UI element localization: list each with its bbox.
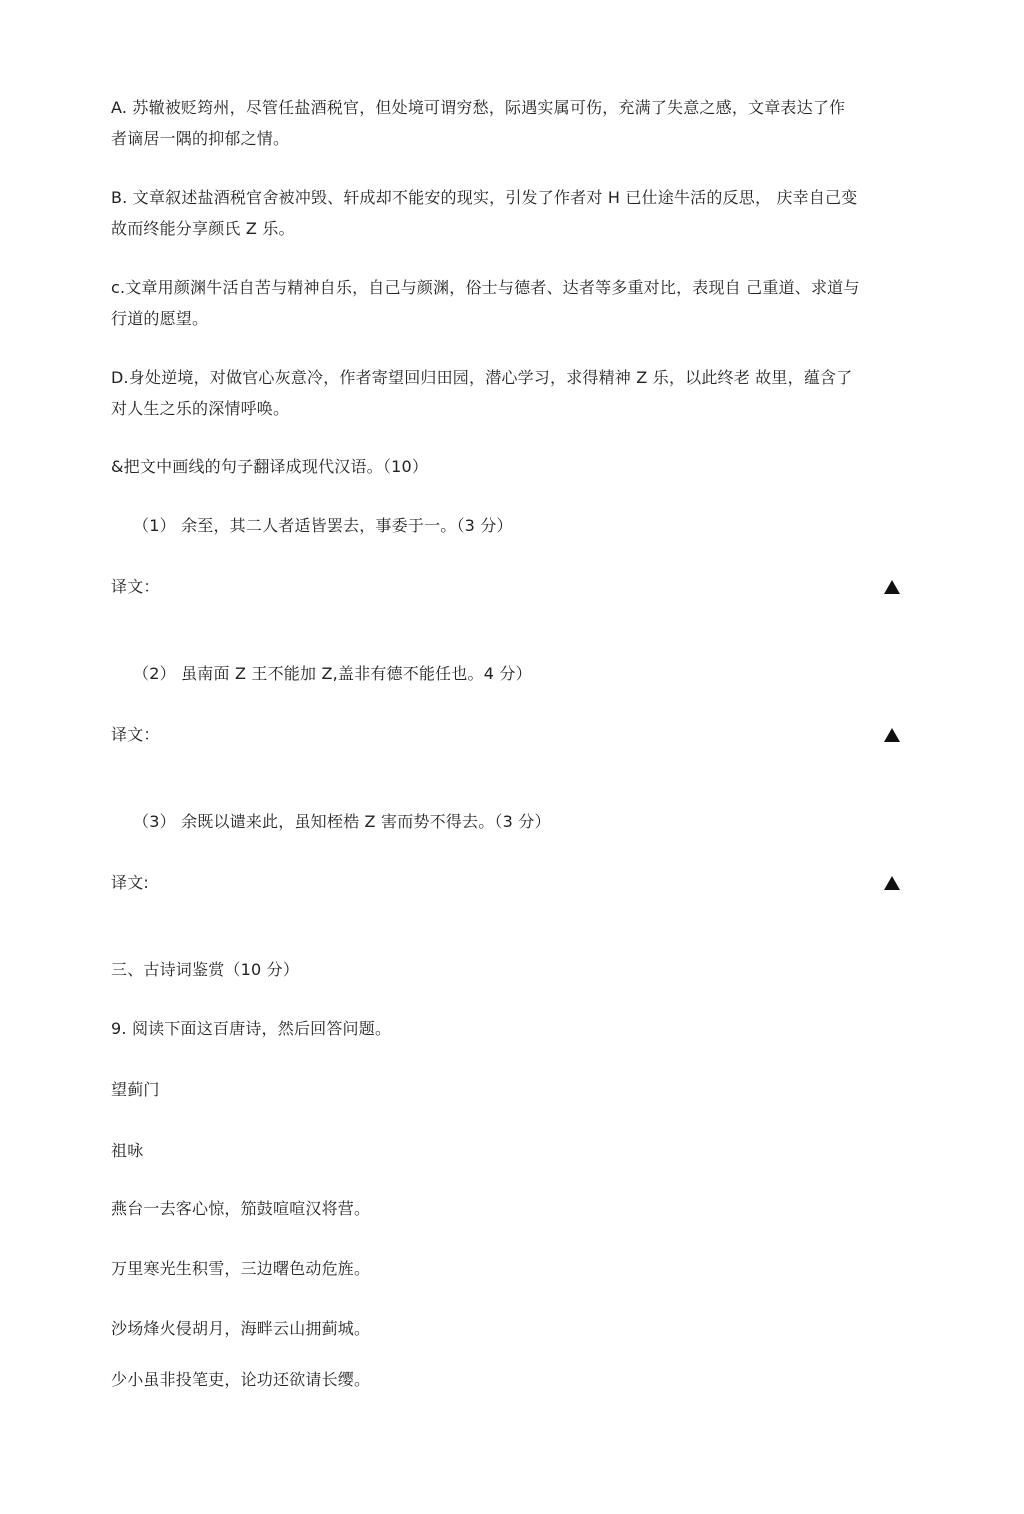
- poem-line-4: 少小虽非投笔吏，论功还欲请长缨。: [111, 1370, 371, 1389]
- poem-line-2: 万里寒光生积雪，三边曙色动危旌。: [111, 1259, 371, 1278]
- question-8-prompt: &把文中画线的句子翻译成现代汉语。（10）: [111, 457, 429, 476]
- poem-author: 祖咏: [111, 1141, 144, 1160]
- poem-line-1: 燕台一去客心惊，笳鼓喧喧汉将营。: [111, 1199, 371, 1218]
- option-c-line-1: c.文章用颜渊牛活自苦与精神自乐，自己与颜渊，俗士与德者、达者等多重对比，表现自 己重道、求道与: [111, 278, 860, 297]
- option-c-line-2: 行道的愿望。: [111, 309, 209, 328]
- poem-line-3: 沙场烽火侵胡月，海畔云山拥蓟城。: [111, 1319, 371, 1338]
- triangle-up-icon: [884, 728, 900, 742]
- option-d-line-2: 对人生之乐的深情呼唤。: [111, 399, 290, 418]
- poem-title: 望蓟门: [111, 1080, 160, 1099]
- option-a-line-2: 者谪居一隅的抑郁之情。: [111, 129, 290, 148]
- triangle-up-icon: [884, 580, 900, 594]
- option-b-line-1: B. 文章叙述盐酒税官舍被冲毁、轩成却不能安的现实，引发了作者对 H 已仕途牛活的反思， 庆幸自己变: [111, 188, 858, 207]
- triangle-up-icon: [884, 876, 900, 890]
- option-b-line-2: 故而终能分享颜氏 Z 乐。: [111, 219, 295, 238]
- option-d-line-1: D.身处逆境，对做官心灰意冷，作者寄望回归田园，潜心学习，求得精神 Z 乐，以此终老 故里，蕴含了: [111, 368, 853, 387]
- answer-label-2: 译文：: [111, 725, 160, 744]
- option-a-line-1: A. 苏辙被贬筠州，尽管任盐酒税官，但处境可谓穷愁，际遇实属可伤，充满了失意之感，文章表达了作: [111, 98, 846, 117]
- question-9-prompt: 9. 阅读下面这百唐诗，然后回答问题。: [111, 1019, 392, 1038]
- translation-item-2: （2） 虽南面 Z 王不能加 Z,盖非有德不能任也。4 分）: [133, 664, 532, 683]
- section-3-heading: 三、古诗词鉴赏（10 分）: [111, 960, 300, 979]
- translation-item-1: （1） 余至，其二人者适皆罢去，事委于一。（3 分）: [133, 516, 513, 535]
- answer-label-3: 译文:: [111, 873, 149, 892]
- translation-item-3: （3） 余既以谴来此，虽知桎梏 Z 害而势不得去。（3 分）: [133, 812, 551, 831]
- answer-label-1: 译文：: [111, 577, 160, 596]
